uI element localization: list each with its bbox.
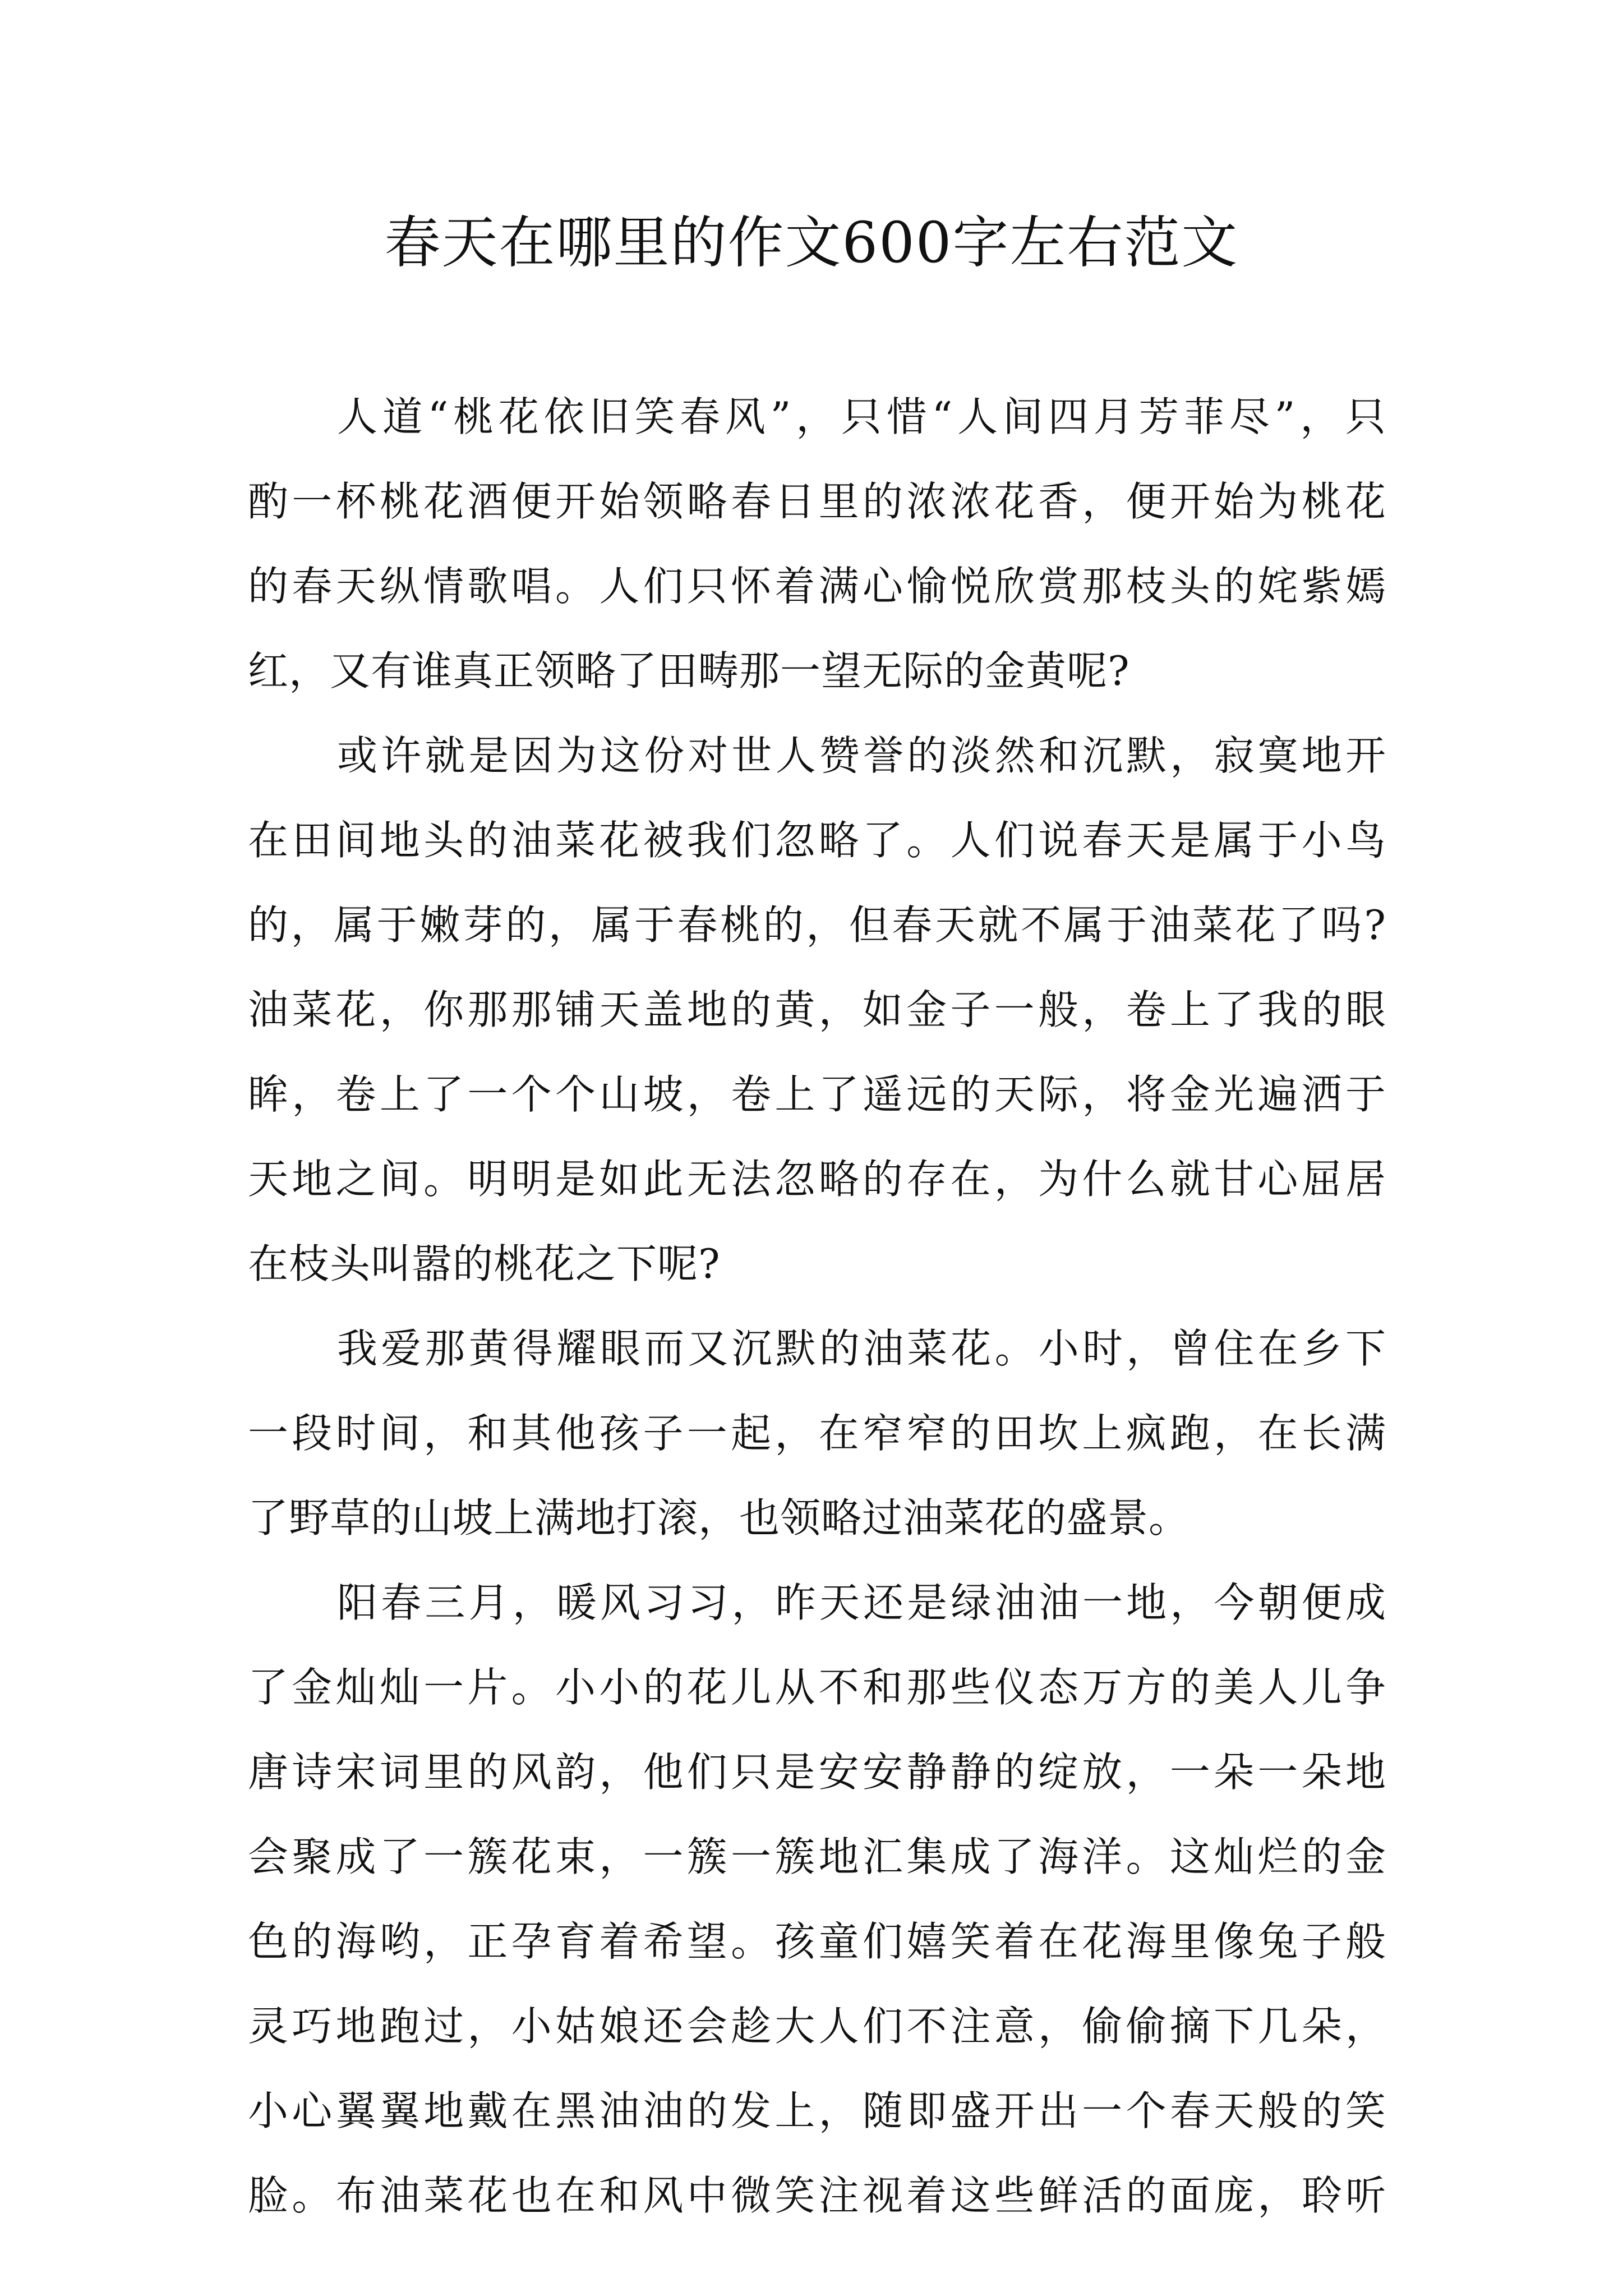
text-line: 天地之间。明明是如此无法忽略的存在，为什么就甘心屈居 [248, 1156, 1386, 1203]
text-line: 在田间地头的油菜花被我们忽略了。人们说春天是属于小鸟 [248, 817, 1386, 864]
text-line: 的春天纵情歌唱。人们只怀着满心愉悦欣赏那枝头的姹紫嫣 [248, 563, 1386, 610]
text-line: 酌一杯桃花酒便开始领略春日里的浓浓花香，便开始为桃花 [248, 478, 1386, 525]
text-line: 的，属于嫩芽的，属于春桃的，但春天就不属于油菜花了吗? [248, 901, 1386, 949]
document-title: 春天在哪里的作文600字左右范文 [384, 210, 1239, 275]
text-line: 人道“桃花依旧笑春风”，只惜“人间四月芳菲尽”，只 [337, 393, 1386, 440]
text-line: 色的海哟，正孕育着希望。孩童们嬉笑着在花海里像兔子般 [248, 1918, 1386, 1965]
text-line: 脸。布油菜花也在和风中微笑注视着这些鲜活的面庞，聆听 [248, 2172, 1386, 2219]
text-line: 或许就是因为这份对世人赞誉的淡然和沉默，寂寞地开 [337, 732, 1386, 779]
text-line: 灵巧地跑过，小姑娘还会趁大人们不注意，偷偷摘下几朵， [248, 2003, 1386, 2050]
text-line: 在枝头叫嚣的桃花之下呢? [248, 1240, 721, 1287]
text-line: 唐诗宋词里的风韵，他们只是安安静静的绽放，一朵一朵地 [248, 1749, 1386, 1796]
text-line: 了金灿灿一片。小小的花儿从不和那些仪态万方的美人儿争 [248, 1664, 1386, 1711]
article-body [248, 375, 1386, 2238]
text-line: 了野草的山坡上满地打滚，也领略过油菜花的盛景。 [248, 1494, 1190, 1542]
text-line: 阳春三月，暖风习习，昨天还是绿油油一地，今朝便成 [337, 1579, 1386, 1626]
text-line: 油菜花，你那那铺天盖地的黄，如金子一般，卷上了我的眼 [248, 986, 1386, 1033]
text-line: 我爱那黄得耀眼而又沉默的油菜花。小时，曾住在乡下 [337, 1325, 1386, 1372]
text-line: 眸，卷上了一个个山坡，卷上了遥远的天际，将金光遍洒于 [248, 1071, 1386, 1118]
text-line: 小心翼翼地戴在黑油油的发上，随即盛开出一个春天般的笑 [248, 2087, 1386, 2134]
text-line: 红，又有谁真正领略了田畴那一望无际的金黄呢? [248, 647, 1130, 694]
text-line: 一段时间，和其他孩子一起，在窄窄的田坎上疯跑，在长满 [248, 1410, 1386, 1457]
text-line: 会聚成了一簇花束，一簇一簇地汇集成了海洋。这灿烂的金 [248, 1833, 1386, 1880]
